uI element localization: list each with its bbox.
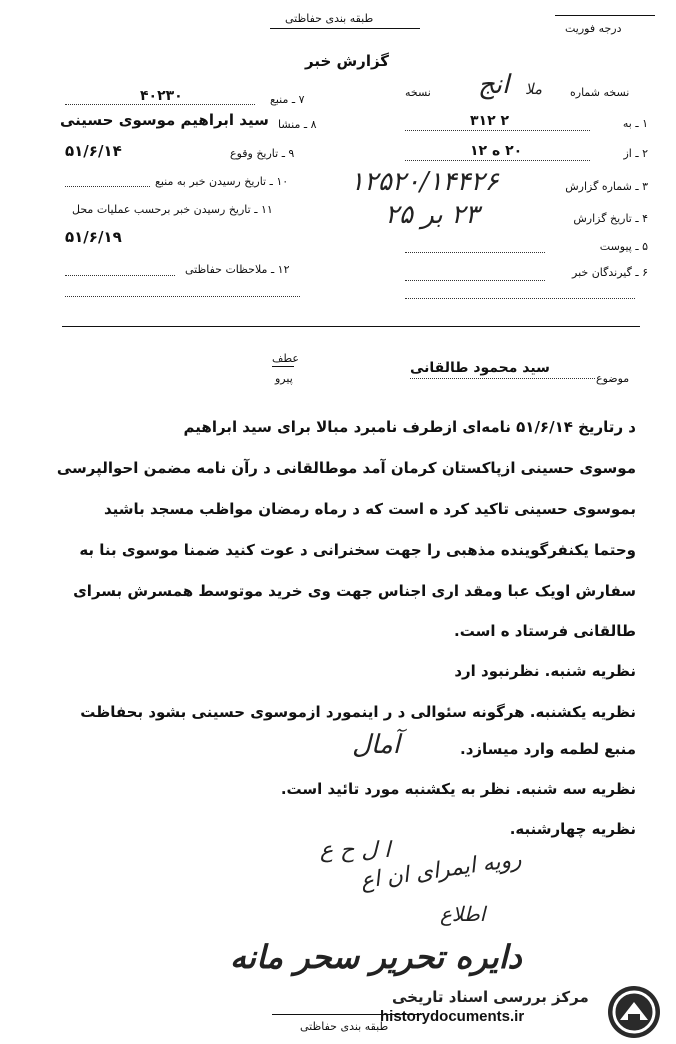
field-from-label: ۲ ـ از (623, 147, 648, 160)
field-report-number-label: ۳ ـ شماره گزارش (565, 180, 648, 193)
top-classification: طبقه بندی حفاظتی (285, 12, 374, 25)
opinion-sunday: نظریه یکشنبه. هرگونه سئوالی د ر اینمورد ازموسوی حسینی بشود بحفاظت (80, 703, 636, 721)
body-line: د رتاریخ ۵۱/۶/۱۴ نامه‌ای ازطرف نامبرد مبالا برای سید ابراهیم (183, 418, 636, 436)
copy-number-value: ملا (525, 80, 542, 98)
field-source-label: ۷ ـ منبع (270, 93, 305, 106)
field-report-number-value: ۱۲۵۲۰/۱۴۴۲۶ (350, 167, 499, 197)
body-line: سفارش اویک عبا ومقد اری اجناس جهت وی خرید موتوسط همسرش بسرای (73, 582, 636, 600)
body-line: وحتما یکنفرگوینده مذهبی را جهت سخنرانی د عوت کنید ضمنا موسوی بنا به (79, 541, 636, 559)
opinion-saturday: نظریه شنبه. نظرنبود ارد (454, 662, 636, 680)
field-attachment-label: ۵ ـ پیوست (599, 240, 648, 253)
subject-side-top: عطف (272, 352, 299, 365)
body-line: طالقانی فرستاد ه است. (454, 622, 636, 640)
footer-classification: طبقه بندی حفاظتی (300, 1020, 389, 1033)
field-recipients-label: ۶ ـ گیرندگان خبر (572, 266, 648, 279)
field-news-to-source-label: ۱۰ ـ تاریخ رسیدن خبر به منبع (155, 175, 289, 188)
field-occurrence-date-label: ۹ ـ تاریخ وقوع (230, 147, 295, 160)
opinion-sunday-cont: منبع لطمه وارد میسازد. (460, 740, 636, 758)
archive-logo-icon (606, 984, 662, 1040)
handwritten-annotation-2: رویه ایمرای ان اع (359, 846, 524, 895)
field-security-notes-label: ۱۲ ـ ملاحظات حفاظتی (185, 263, 290, 276)
field-origin-value: سید ابراهیم موسوی حسینی (60, 111, 269, 129)
field-occurrence-date-value: ۵۱/۶/۱۴ (65, 142, 122, 160)
handwritten-signature: دایره تحریر سحر مانه (230, 938, 522, 976)
copy-label: نسخه (405, 86, 431, 99)
copy-number-label: نسخه شماره (570, 86, 630, 99)
handwritten-annotation-3: اطلاع (440, 902, 486, 926)
watermark-url: historydocuments.ir (380, 1008, 525, 1025)
subject-label: موضوع (596, 372, 630, 385)
field-news-op-value: ۵۱/۶/۱۹ (65, 228, 122, 246)
field-to-label: ۱ ـ به (622, 117, 648, 130)
field-report-date-value: ۲۳ بر ۲۵ (385, 200, 479, 230)
priority-rule (555, 15, 655, 16)
field-source-value: ۴۰۲۳۰ (140, 88, 183, 104)
body-line: موسوی حسینی ازپاکستان کرمان آمد موطالقانی د رآن نامه مضمن احوالپرسی (56, 459, 636, 477)
priority-label: درجه فوریت (565, 22, 622, 35)
field-origin-label: ۸ ـ منشا (278, 118, 317, 131)
section-divider (62, 326, 640, 327)
body-line: بموسوی حسینی تاکید کرد ه است که د رماه رمضان مواظب مسجد باشید (103, 500, 636, 518)
field-news-op-label: ۱۱ ـ تاریخ رسیدن خبر برحسب عملیات محل (72, 203, 273, 216)
document-title: گزارش خبر (305, 52, 390, 70)
field-to-value: ۳۱۲ ۲ (470, 113, 510, 129)
subject-side-bottom: پیرو (275, 372, 293, 385)
field-from-value: ۲۰ ه ۱۲ (470, 143, 523, 159)
watermark-org: مرکز بررسی اسناد تاریخی (392, 988, 589, 1006)
field-report-date-label: ۴ ـ تاریخ گزارش (573, 212, 648, 225)
subject-value: سید محمود طالقانی (410, 360, 550, 376)
opinion-wednesday: نظریه چهارشنبه. (509, 820, 636, 838)
opinion-tuesday: نظریه سه شنبه. نظر به یکشنبه مورد تائید است. (280, 780, 636, 798)
handwritten-top-mark: انج (478, 70, 510, 100)
handwritten-annotation-1: ا ل ح ع (320, 838, 391, 863)
handwritten-initials: آمال (352, 730, 400, 760)
top-classification-rule (270, 28, 420, 29)
